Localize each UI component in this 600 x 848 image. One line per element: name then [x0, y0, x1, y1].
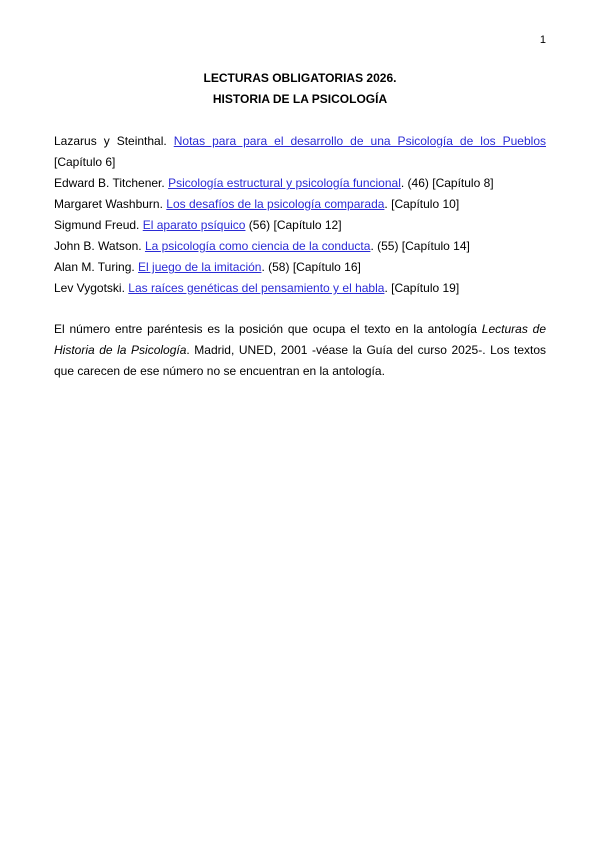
reading-extra: . (46) — [400, 176, 429, 190]
reading-author: Lazarus y Steinthal. — [54, 134, 167, 148]
reading-author: Sigmund Freud. — [54, 218, 140, 232]
note-text-1: El número entre paréntesis es la posición que ocupa el texto en la antología — [54, 322, 482, 336]
reading-list — [54, 131, 546, 299]
reading-extra: (56) — [245, 218, 271, 232]
reading-link[interactable]: Las raíces genéticas del pensamiento y el habla — [128, 281, 385, 295]
reading-chapter: [Capítulo 8] — [432, 176, 494, 190]
reading-link[interactable]: El juego de la imitación — [138, 260, 262, 274]
reading-chapter: [Capítulo 16] — [292, 260, 361, 274]
note-text-2: . Madrid, UNED, 2001 -véase la Guía del curso 2025-. Los textos que carecen de ese número no se encuentran en la antología. — [54, 343, 547, 378]
reading-chapter: [Capítulo 6] — [54, 155, 116, 169]
reading-item — [54, 131, 546, 173]
reading-link[interactable]: La psicología como ciencia de la conducta — [144, 239, 371, 253]
reading-chapter: [Capítulo 14] — [401, 239, 470, 253]
reading-extra: . (55) — [370, 239, 399, 253]
reading-extra: . — [384, 197, 388, 211]
reading-link[interactable]: Psicología estructural y psicología funcional — [168, 176, 401, 190]
page-number: 1 — [539, 34, 546, 46]
reading-item — [54, 194, 546, 215]
anthology-title: Lecturas de Historia de la Psicología — [54, 322, 546, 357]
explanatory-note — [54, 319, 546, 382]
reading-chapter: [Capítulo 12] — [273, 218, 342, 232]
reading-item — [54, 236, 546, 257]
reading-extra: . (58) — [261, 260, 290, 274]
reading-author: Lev Vygotski. — [54, 281, 125, 295]
reading-link[interactable]: Los desafíos de la psicología comparada — [166, 197, 385, 211]
reading-extra: . — [384, 281, 388, 295]
reading-link[interactable]: El aparato psíquico — [142, 218, 246, 232]
reading-author: John B. Watson. — [54, 239, 142, 253]
reading-author: Alan M. Turing. — [54, 260, 135, 274]
reading-item — [54, 257, 546, 278]
reading-item — [54, 215, 546, 236]
reading-author: Edward B. Titchener. — [54, 176, 165, 190]
reading-item — [54, 173, 546, 194]
reading-link[interactable]: Notas para para el desarrollo de una Psicología de los Pueblos — [173, 134, 546, 148]
reading-author: Margaret Washburn. — [54, 197, 163, 211]
title-line-2: HISTORIA DE LA PSICOLOGÍA — [212, 92, 388, 106]
document-title — [0, 68, 600, 110]
title-line-1: LECTURAS OBLIGATORIAS 2026. — [203, 71, 397, 85]
reading-chapter: [Capítulo 19] — [391, 281, 460, 295]
reading-item — [54, 278, 546, 299]
reading-chapter: [Capítulo 10] — [391, 197, 460, 211]
